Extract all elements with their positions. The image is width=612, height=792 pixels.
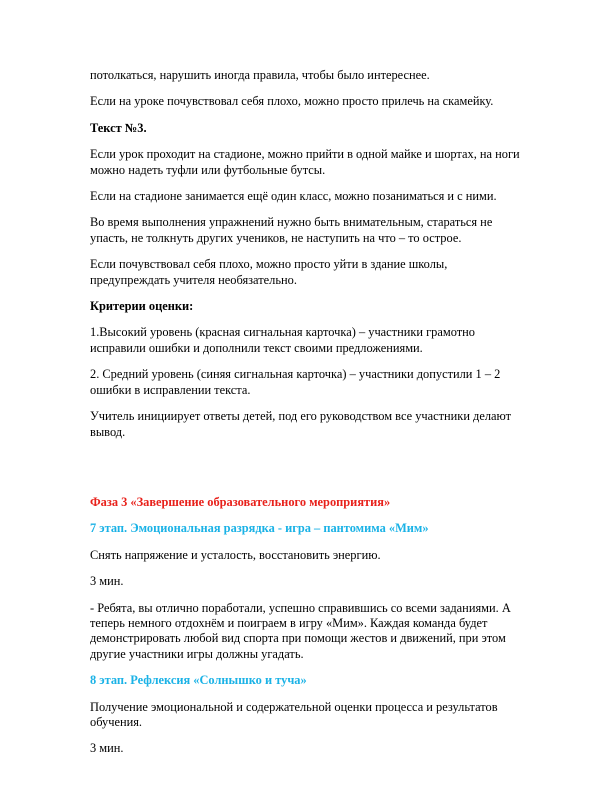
paragraph: потолкаться, нарушить иногда правила, чтобы было интереснее. [90, 68, 430, 82]
paragraph: Если на стадионе занимается ещё один класс, можно позаниматься и с ними. [90, 189, 497, 204]
text-3-heading: Текст №3. [90, 120, 147, 135]
document-body [90, 68, 530, 768]
paragraph: Снять напряжение и усталость, восстановить энергию. [90, 547, 381, 562]
phase-3-heading: Фаза 3 «Завершение образовательного мероприятия» [90, 494, 391, 509]
paragraph: - Ребята, вы отлично поработали, успешно справившись со всеми заданиями. А теперь немного отдохнём и поиграем в игру «Мим». Каждая команда будет демонстрировать любой вид спорта при помощи жестов и движений, при этом другие участники игры должны угадать. [90, 600, 511, 661]
criteria-item-medium: 2. Средний уровень (синяя сигнальная карточка) – участники допустили 1 – 2 ошибки в исправлении текста. [90, 367, 501, 397]
stage-8-heading: 8 этап. Рефлексия «Солнышко и туча» [90, 673, 307, 688]
paragraph: Получение эмоциональной и содержательной оценки процесса и результатов обучения. [90, 699, 498, 729]
stage-7-heading: 7 этап. Эмоциональная разрядка - игра – пантомима «Мим» [90, 521, 429, 536]
criteria-item-high: 1.Высокий уровень (красная сигнальная карточка) – участники грамотно исправили ошибки и дополнили текст своими предложениями. [90, 325, 475, 355]
criteria-heading: Критерии оценки: [90, 299, 194, 314]
paragraph: Если урок проходит на стадионе, можно прийти в одной майке и шортах, на ноги можно надеть туфли или футбольные бутсы. [90, 147, 520, 177]
duration-text: 3 мин. [90, 741, 124, 756]
paragraph: Учитель инициирует ответы детей, под его руководством все участники делают вывод. [90, 409, 512, 439]
vertical-spacer [90, 451, 530, 495]
duration-text: 3 мин. [90, 574, 124, 589]
paragraph: Если почувствовал себя плохо, можно просто уйти в здание школы, предупреждать учителя необязательно. [90, 257, 448, 287]
paragraph: Если на уроке почувствовал себя плохо, можно просто прилечь на скамейку. [90, 94, 494, 109]
paragraph: Во время выполнения упражнений нужно быть внимательным, стараться не упасть, не толкнуть других учеников, не наступить на что – то острое. [90, 215, 493, 245]
